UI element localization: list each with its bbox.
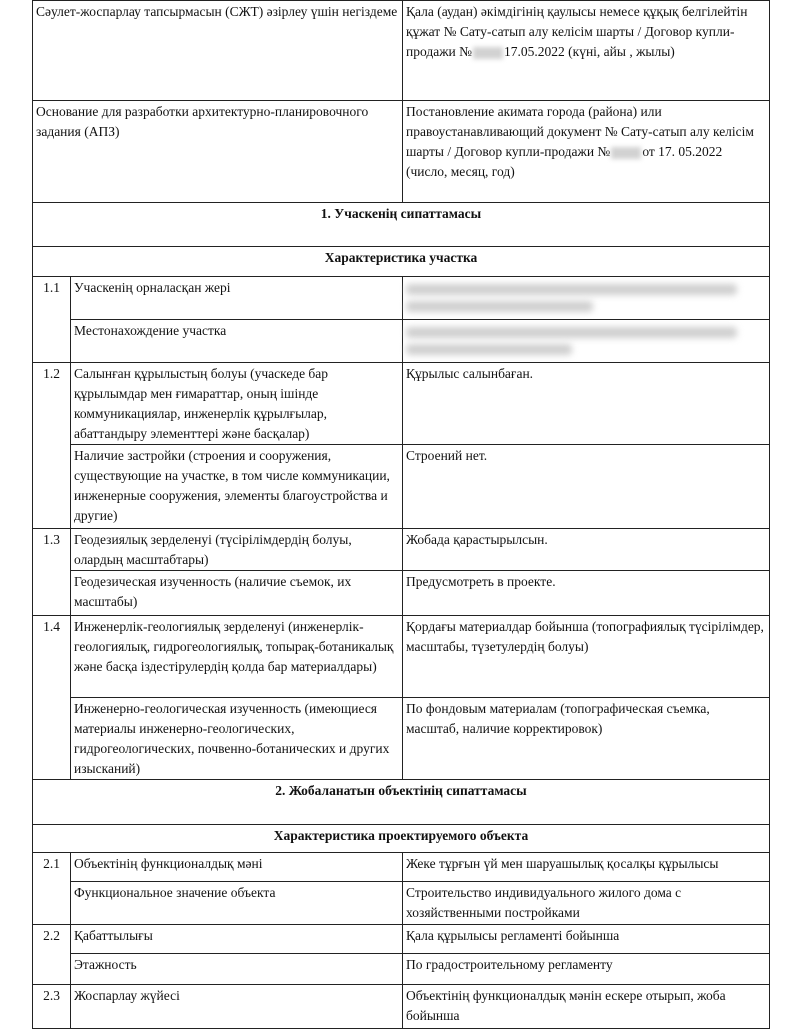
basis-ru-label: Основание для разработки архитектурно-планировочного задания (АПЗ) [33, 101, 403, 203]
row-value-redacted [403, 277, 770, 320]
row-1-2-ru [33, 445, 770, 529]
row-label: Салынған құрылыстың болуы (учаскеде бар құрылымдар мен ғимараттар, оның ішінде коммуникациялар, инженерлік құрылғылар, абаттандыру элементтері және басқалар) [71, 363, 403, 445]
row-label: Жоспарлау жүйесі [71, 985, 403, 1029]
redacted-number [611, 147, 641, 159]
row-label: Геодезическая изученность (наличие съемок, их масштабы) [71, 571, 403, 616]
row-1-2-kz [33, 363, 770, 445]
basis-kz-value [403, 1, 770, 101]
section2-subtitle-row [33, 825, 770, 853]
row-number: 1.3 [33, 529, 71, 616]
redacted-line [406, 327, 737, 338]
row-1-1-ru [33, 320, 770, 363]
basis-ru-value [403, 101, 770, 203]
row-value: Предусмотреть в проекте. [403, 571, 770, 616]
row-2-2-kz [33, 925, 770, 954]
row-1-4-kz [33, 616, 770, 698]
row-value: Қала құрылысы регламенті бойынша [403, 925, 770, 954]
section1-title: 1. Учаскенің сипаттамасы [33, 203, 770, 247]
row-value-redacted [403, 320, 770, 363]
row-number: 2.3 [33, 985, 71, 1029]
section2-title: 2. Жобаланатын объектінің сипаттамасы [33, 780, 770, 825]
basis-ru-date: от 17. 05.2022 (число, месяц, год) [406, 144, 723, 179]
redacted-line [406, 284, 737, 295]
row-number: 1.4 [33, 616, 71, 780]
row-value: Строений нет. [403, 445, 770, 529]
section1-title-row [33, 203, 770, 247]
basis-kz-date: 17.05.2022 (күні, айы , жылы) [504, 44, 675, 59]
row-value: По градостроительному регламенту [403, 954, 770, 985]
redacted-line [406, 301, 593, 312]
row-number: 2.1 [33, 853, 71, 925]
header-row-ru [33, 101, 770, 203]
row-label: Қабаттылығы [71, 925, 403, 954]
row-number: 2.2 [33, 925, 71, 985]
row-2-2-ru [33, 954, 770, 985]
row-number: 1.2 [33, 363, 71, 529]
row-label: Учаскенің орналасқан жері [71, 277, 403, 320]
row-label: Функциональное значение объекта [71, 882, 403, 925]
row-label: Этажность [71, 954, 403, 985]
row-label: Объектінің функционалдық мәні [71, 853, 403, 882]
row-1-1-kz [33, 277, 770, 320]
row-value: По фондовым материалам (топографическая съемка, масштаб, наличие корректировок) [403, 698, 770, 780]
apz-table [32, 0, 770, 1029]
row-label: Наличие застройки (строения и сооружения, существующие на участке, в том числе коммуникации, инженерные сооружения, элементы благоустройства и другие) [71, 445, 403, 529]
row-value: Жеке тұрғын үй мен шаруашылық қосалқы құрылысы [403, 853, 770, 882]
basis-ru-text: Постановление акимата города (района) или правоустанавливающий документ № Сату-сатып алу келісім шарты / Договор купли-продажи № [406, 104, 754, 159]
row-value: Қордағы материалдар бойынша (топографиялық түсірілімдер, масштабы, түзетулердің болуы) [403, 616, 770, 698]
redacted-line [406, 344, 572, 355]
row-1-3-kz [33, 529, 770, 571]
row-value: Строительство индивидуального жилого дома с хозяйственными постройками [403, 882, 770, 925]
section1-subtitle: Характеристика участка [33, 247, 770, 277]
row-label: Инженерлік-геологиялық зерделенуі (инженерлік-геологиялық, гидрогеологиялық, топырақ-ботаникалық және басқа іздестірулердің қолда бар материалдары) [71, 616, 403, 698]
row-number: 1.1 [33, 277, 71, 363]
row-label: Местонахождение участка [71, 320, 403, 363]
basis-kz-text: Қала (аудан) әкімдігінің қаулысы немесе құқық белгілейтін құжат № Сату-сатып алу келісім шарты / Договор купли-продажи № [406, 4, 748, 59]
basis-kz-label: Сәулет-жоспарлау тапсырмасын (СЖТ) әзірлеу үшін негіздеме [33, 1, 403, 101]
row-value: Құрылыс салынбаған. [403, 363, 770, 445]
row-label: Геодезиялық зерделенуі (түсірілімдердің болуы, олардың масштабтары) [71, 529, 403, 571]
section2-title-row [33, 780, 770, 825]
row-label: Инженерно-геологическая изученность (имеющиеся материалы инженерно-геологических, гидрогеологических, почвенно-ботанических и других изысканий) [71, 698, 403, 780]
row-1-3-ru [33, 571, 770, 616]
redacted-number [473, 47, 503, 59]
row-value: Объектінің функционалдық мәнін ескере отырып, жоба бойынша [403, 985, 770, 1029]
header-row-kz [33, 1, 770, 101]
row-2-1-kz [33, 853, 770, 882]
section1-subtitle-row [33, 247, 770, 277]
row-1-4-ru [33, 698, 770, 780]
section2-subtitle: Характеристика проектируемого объекта [33, 825, 770, 853]
row-value: Жобада қарастырылсын. [403, 529, 770, 571]
row-2-1-ru [33, 882, 770, 925]
row-2-3-kz [33, 985, 770, 1029]
